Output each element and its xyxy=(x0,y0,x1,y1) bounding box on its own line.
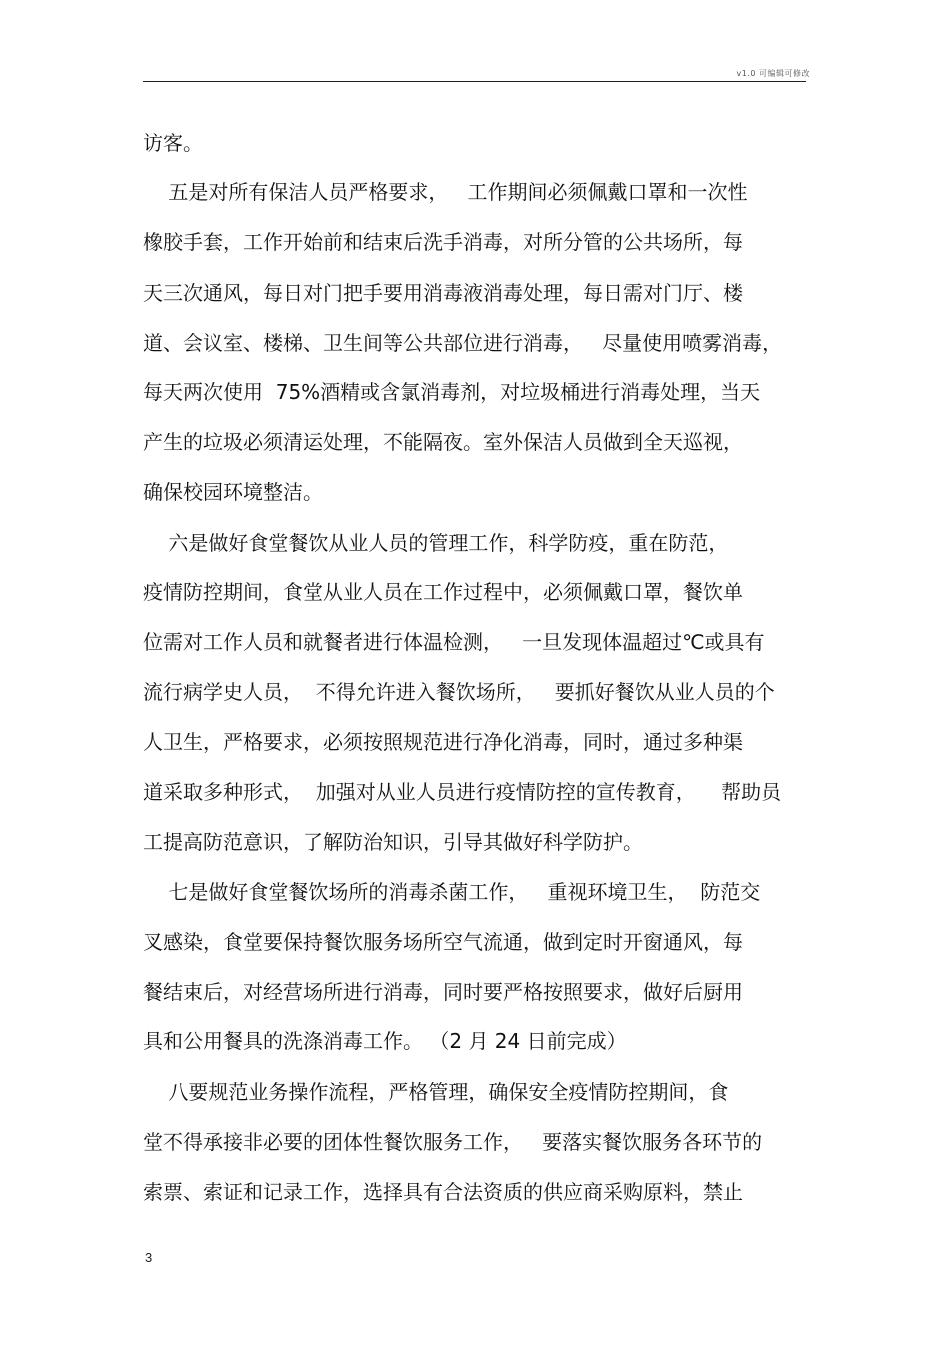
header-divider xyxy=(143,81,806,82)
text-line: 人卫生，严格要求，必须按照规范进行净化消毒，同时，通过多种渠 xyxy=(143,730,743,754)
header-version-label: v1.0 可编辑可修改 xyxy=(736,69,810,78)
text-line: 访客。 xyxy=(143,131,203,155)
text-line: 流行病学史人员， 不得允许进入餐饮场所， 要抓好餐饮从业人员的个 xyxy=(143,680,775,704)
text-line: 疫情防控期间，食堂从业人员在工作过程中，必须佩戴口罩，餐饮单 xyxy=(143,580,743,604)
text-line: 八要规范业务操作流程，严格管理，确保安全疫情防控期间，食 xyxy=(143,1080,729,1104)
text-line: 堂不得承接非必要的团体性餐饮服务工作， 要落实餐饮服务各环节的 xyxy=(143,1130,763,1154)
text-line: 确保校园环境整洁。 xyxy=(143,480,323,504)
text-line: 产生的垃圾必须清运处理，不能隔夜。室外保洁人员做到全天巡视， xyxy=(143,430,743,454)
text-line: 工提高防范意识，了解防治知识，引导其做好科学防护。 xyxy=(143,830,643,854)
text-line: 橡胶手套，工作开始前和结束后洗手消毒，对所分管的公共场所，每 xyxy=(143,230,743,254)
text-line: 五是对所有保洁人员严格要求， 工作期间必须佩戴口罩和一次性 xyxy=(143,180,748,204)
text-line: 具和公用餐具的洗涤消毒工作。 （2 月 24 日前完成） xyxy=(143,1029,627,1053)
text-line: 六是做好食堂餐饮从业人员的管理工作，科学防疫，重在防范， xyxy=(143,531,729,555)
page-number: 3 xyxy=(145,1250,153,1265)
text-line: 每天两次使用 75%酒精或含氯消毒剂，对垃圾桶进行消毒处理，当天 xyxy=(143,380,761,404)
text-line: 餐结束后，对经营场所进行消毒，同时要严格按照要求，做好后厨用 xyxy=(143,980,743,1004)
text-line: 位需对工作人员和就餐者进行体温检测， 一旦发现体温超过℃或具有 xyxy=(143,630,765,654)
text-line: 七是做好食堂餐饮场所的消毒杀菌工作， 重视环境卫生， 防范交 xyxy=(143,880,761,904)
text-line: 索票、索证和记录工作，选择具有合法资质的供应商采购原料，禁止 xyxy=(143,1180,743,1204)
text-line: 道、会议室、楼梯、卫生间等公共部位进行消毒， 尽量使用喷雾消毒， xyxy=(143,331,783,355)
text-line: 道采取多种形式， 加强对从业人员进行疫情防控的宣传教育， 帮助员 xyxy=(143,780,782,804)
text-line: 天三次通风，每日对门把手要用消毒液消毒处理，每日需对门厅、楼 xyxy=(143,281,743,305)
text-line: 叉感染，食堂要保持餐饮服务场所空气流通，做到定时开窗通风，每 xyxy=(143,930,743,954)
